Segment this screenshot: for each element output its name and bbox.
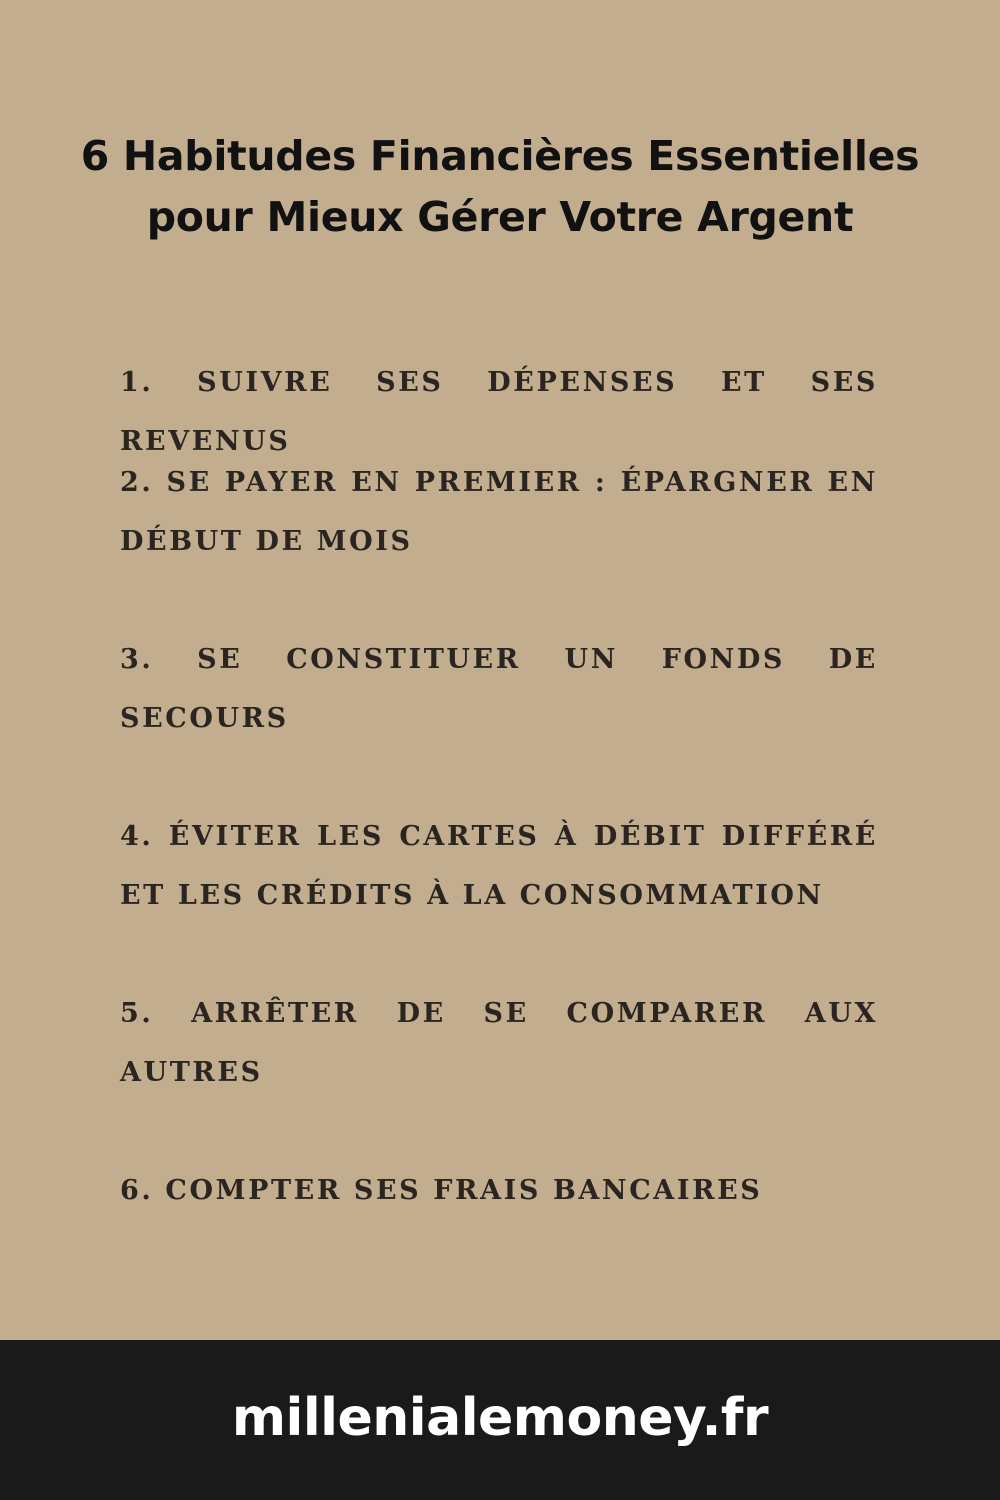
- habit-item-6: 6. COMPTER SES FRAIS BANCAIRES: [120, 1175, 763, 1206]
- website-url: millenialemoney.fr: [231, 1388, 769, 1448]
- page-title: [0, 126, 1000, 248]
- habit-item-2: 2. SE PAYER EN PREMIER : ÉPARGNER EN DÉBUT DE MOIS: [120, 467, 878, 557]
- title-line-1: 6 Habitudes Financières Essentielles: [80, 132, 920, 180]
- habit-item-3: 3. SE CONSTITUER UN FONDS DE SECOURS: [120, 644, 878, 734]
- footer-banner: [0, 1340, 1000, 1500]
- habit-item-4: 4. ÉVITER LES CARTES À DÉBIT DIFFÉRÉ ET LES CRÉDITS À LA CONSOMMATION: [120, 821, 878, 911]
- habit-item-5: 5. ARRÊTER DE SE COMPARER AUX AUTRES: [120, 998, 878, 1088]
- habit-item-1: 1. SUIVRE SES DÉPENSES ET SES REVENUS: [120, 367, 878, 457]
- title-line-2: pour Mieux Gérer Votre Argent: [146, 193, 854, 241]
